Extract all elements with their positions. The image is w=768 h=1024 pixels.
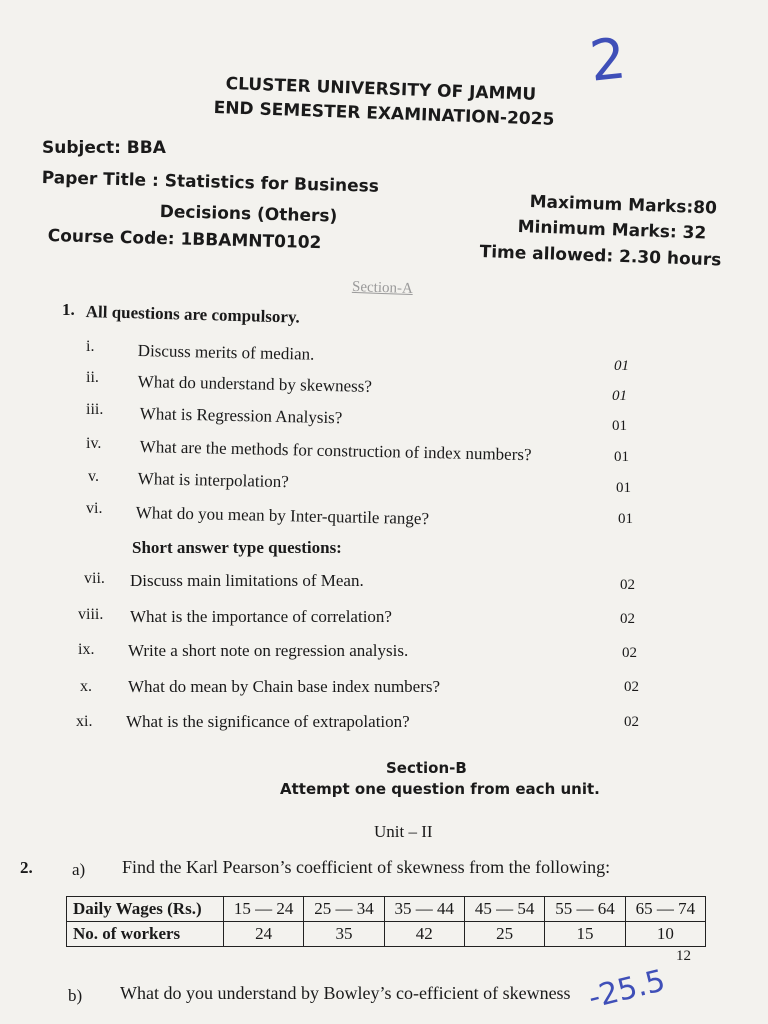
short-answer-heading: Short answer type questions:: [132, 538, 342, 557]
question-text: Discuss merits of median.: [137, 341, 315, 364]
question-number: viii.: [78, 606, 104, 623]
handwritten-page-number: 2: [586, 26, 629, 95]
question-number: 2.: [20, 858, 33, 877]
question-marks: 12: [676, 948, 691, 964]
question-number: i.: [86, 338, 95, 355]
question-marks: 01: [614, 449, 629, 465]
table-row: [67, 897, 706, 922]
table-cell: 25 — 34: [304, 897, 384, 922]
maximum-marks: Maximum Marks:80: [529, 192, 718, 219]
question-marks: 02: [622, 645, 637, 661]
question-text: Discuss main limitations of Mean.: [130, 571, 364, 590]
question-number: xi.: [76, 713, 93, 730]
question-number: iv.: [86, 435, 102, 452]
instruction-number: 1.: [62, 300, 75, 319]
table-cell: 15: [545, 922, 625, 947]
table-header-cell: No. of workers: [67, 922, 224, 947]
instruction-text: All questions are compulsory.: [85, 302, 301, 327]
course-code: Course Code: 1BBAMNT0102: [47, 226, 322, 254]
wages-table: [66, 896, 706, 947]
table-cell: 35: [304, 922, 384, 947]
question-text: What do understand by skewness?: [137, 372, 373, 396]
table-cell: 65 — 74: [625, 897, 705, 922]
part-label: a): [72, 860, 86, 879]
section-b-heading: Section-B: [386, 759, 467, 777]
section-b-instruction: Attempt one question from each unit.: [280, 780, 600, 798]
paper-title-line2: Decisions (Others): [159, 202, 338, 227]
handwritten-note: -25.5: [584, 963, 669, 1016]
question-marks: 02: [620, 611, 635, 627]
time-allowed: Time allowed: 2.30 hours: [479, 242, 722, 271]
question-marks: 01: [614, 358, 629, 374]
question-text: Find the Karl Pearson’s coefficient of skewness from the following:: [122, 857, 611, 877]
table-row: [67, 922, 706, 947]
question-text: Write a short note on regression analysis.: [128, 641, 409, 660]
table-header-cell: Daily Wages (Rs.): [67, 897, 224, 922]
question-marks: 02: [620, 577, 635, 593]
question-marks: 01: [612, 388, 627, 404]
table-cell: 25: [464, 922, 544, 947]
table-cell: 42: [384, 922, 464, 947]
question-text: What is interpolation?: [137, 469, 290, 492]
table-cell: 15 — 24: [223, 897, 303, 922]
exam-title: END SEMESTER EXAMINATION-2025: [213, 98, 555, 130]
question-number: v.: [88, 468, 99, 485]
question-text: What are the methods for construction of index numbers?: [139, 437, 532, 465]
table-cell: 24: [223, 922, 303, 947]
question-text: What do you understand by Bowley’s co-efficient of skewness: [120, 983, 571, 1003]
question-text: What is Regression Analysis?: [139, 404, 343, 428]
university-title: CLUSTER UNIVERSITY OF JAMMU: [225, 74, 537, 105]
unit-heading: Unit – II: [374, 822, 433, 841]
table-cell: 55 — 64: [545, 897, 625, 922]
question-text: What do you mean by Inter-quartile range?: [135, 503, 430, 529]
question-marks: 02: [624, 679, 639, 695]
question-number: ii.: [86, 369, 99, 386]
question-number: ix.: [78, 641, 95, 658]
table-cell: 10: [625, 922, 705, 947]
minimum-marks: Minimum Marks: 32: [517, 217, 707, 244]
question-text: What is the significance of extrapolation?: [126, 712, 410, 731]
question-text: What do mean by Chain base index numbers?: [128, 677, 441, 696]
question-number: iii.: [86, 401, 104, 418]
question-number: vii.: [84, 570, 105, 587]
question-marks: 01: [618, 511, 633, 527]
question-marks: 02: [624, 714, 639, 730]
question-marks: 01: [612, 418, 627, 434]
paper-title-line1: Paper Title : Statistics for Business: [41, 168, 380, 197]
table-cell: 45 — 54: [464, 897, 544, 922]
subject-line: Subject: BBA: [42, 138, 166, 158]
table-cell: 35 — 44: [384, 897, 464, 922]
section-a-heading: Section-A: [351, 278, 414, 298]
question-number: vi.: [86, 500, 103, 517]
question-marks: 01: [616, 480, 631, 496]
question-text: What is the importance of correlation?: [130, 607, 392, 626]
question-number: x.: [80, 678, 92, 695]
part-label: b): [68, 986, 83, 1005]
